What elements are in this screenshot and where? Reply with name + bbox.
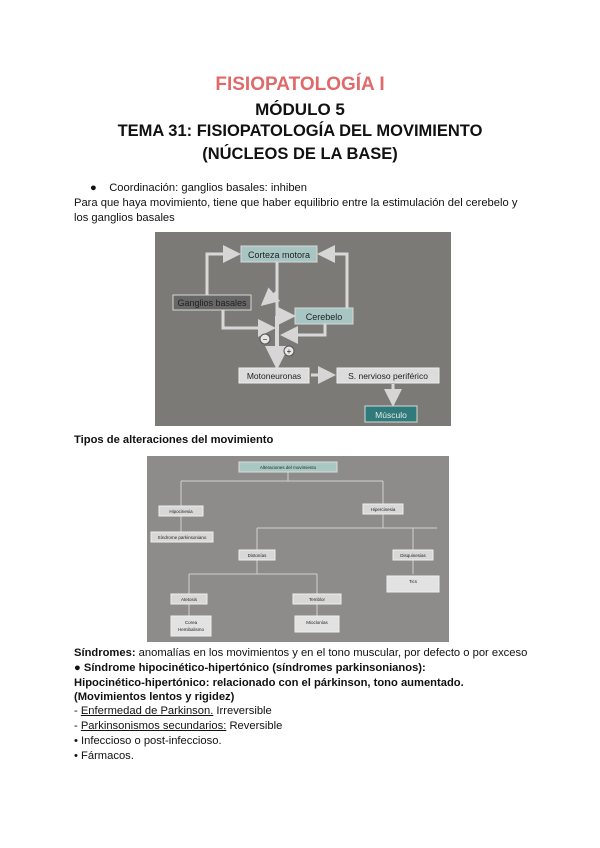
corteza-label: Corteza motora: [247, 250, 311, 260]
motoneuronas-label: Motoneuronas: [246, 371, 302, 381]
plus-label: +: [286, 347, 292, 356]
syndromes-line: [74, 647, 527, 659]
hypo-text: relacionado con el párkinson, tono aumentado.: [209, 677, 464, 689]
musculo-label: Músculo: [375, 410, 407, 420]
corea-label: Corea: [184, 620, 198, 625]
hipocinesia-label: Hipocinesia: [169, 509, 193, 514]
secondary-term: Parkinsonismos secundarios:: [80, 720, 227, 732]
parkinson-term: Enfermedad de Parkinson.: [80, 705, 214, 717]
hemibalismo-label: Hemibalismo: [177, 627, 205, 632]
course-title: FISIOPATOLOGÍA I: [215, 74, 385, 95]
temblor-label: Temblor: [308, 597, 326, 602]
minus-label: −: [262, 335, 268, 344]
atetosis-label: Atetosis: [180, 597, 198, 602]
syndromes-label: Síndromes:: [74, 647, 136, 659]
topic-title-line2: (NÚCLEOS DE LA BASE): [202, 145, 398, 163]
sindrome-label: Síndrome parkinsoniano: [157, 535, 207, 540]
root-label: Alteraciones del movimiento: [259, 465, 317, 470]
motor-control-diagram: [155, 232, 451, 426]
list-dash: -: [74, 720, 81, 732]
hypo-label: Hipocinético-hipertónico:: [74, 677, 210, 689]
hypo-paren: (Movimientos lentos y rigidez): [74, 691, 235, 703]
list-item-farmacos: • Fármacos.: [74, 750, 134, 762]
parkinson-suffix: Irreversible: [213, 705, 272, 717]
intro-paragraph-line2: los ganglios basales: [74, 212, 175, 224]
intro-paragraph-line1: Para que haya movimiento, tiene que haber equilibrio entre la estimulación del cerebelo y: [74, 197, 518, 209]
movement-disorders-tree: [147, 456, 449, 642]
section-title: Tipos de alteraciones del movimiento: [74, 434, 274, 446]
tics-label: Tics: [408, 579, 418, 584]
hypo-line: [74, 677, 464, 689]
mioclonias-label: Mioclonías: [306, 620, 328, 625]
tree-background: [147, 456, 449, 642]
list-item-secondary: [74, 720, 282, 732]
topic-title-line1: TEMA 31: FISIOPATOLOGÍA DEL MOVIMIENTO: [117, 122, 483, 140]
ganglios-label: Ganglios basales: [177, 298, 247, 308]
coordination-bullet: ● Coordinación: ganglios basales: inhiben: [90, 182, 307, 194]
disquinesias-label: Disquinesias: [400, 553, 426, 558]
secondary-suffix: Reversible: [226, 720, 283, 732]
module-title: MÓDULO 5: [255, 100, 345, 119]
list-dash: -: [74, 705, 81, 717]
corea-box: [171, 616, 211, 636]
list-item-infeccioso: • Infeccioso o post-infeccioso.: [74, 735, 222, 747]
cerebelo-label: Cerebelo: [305, 312, 343, 322]
hipercinesia-label: Hipercinesia: [370, 507, 396, 512]
coordination-text: Coordinación: ganglios basales: inhiben: [109, 182, 307, 194]
syndromes-text: anomalías en los movimientos y en el tono muscular, por defecto o por exceso: [135, 647, 528, 659]
distonias-label: Distonías: [247, 553, 267, 558]
nervioso-label: S. nervioso periférico: [348, 371, 428, 381]
list-item-parkinson: [74, 705, 272, 717]
syndrome-heading: ● Síndrome hipocinético-hipertónico (síndromes parkinsonianos):: [74, 662, 426, 674]
